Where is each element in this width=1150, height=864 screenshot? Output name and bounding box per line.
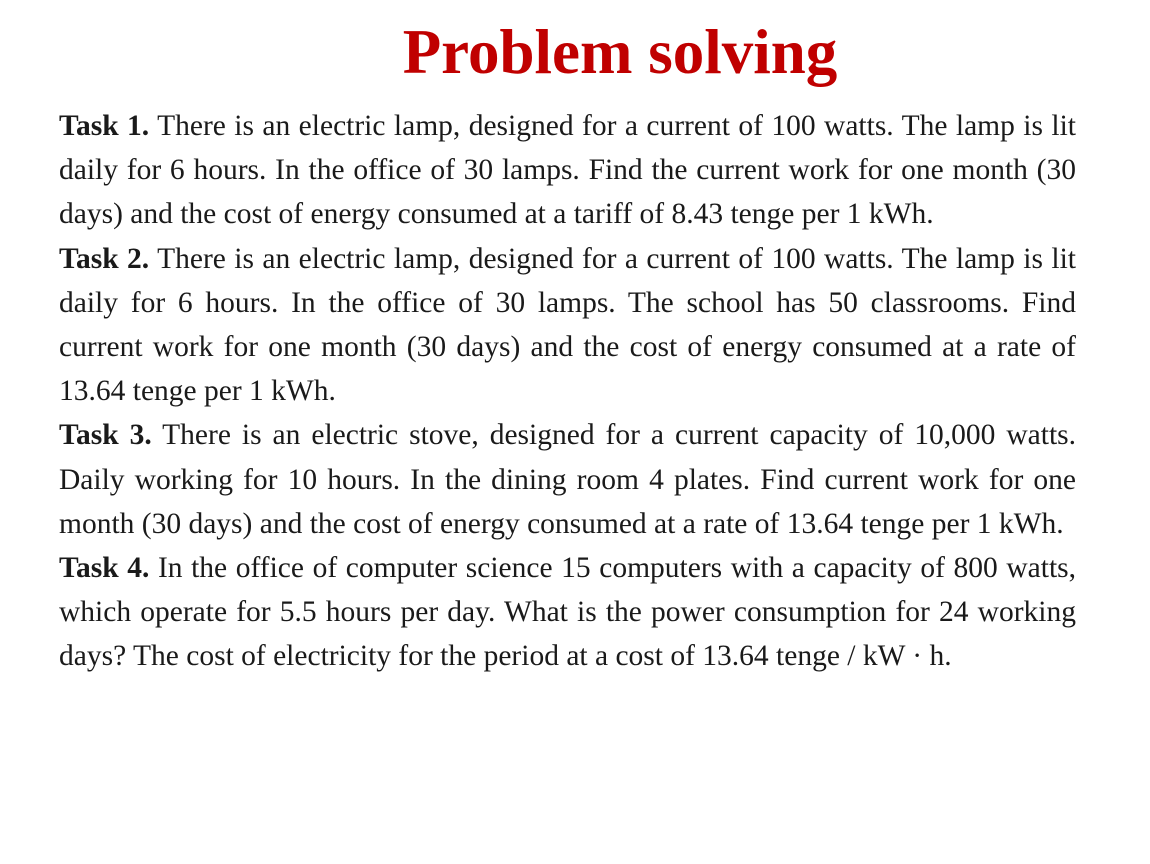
task-list — [59, 104, 1076, 679]
task-4 — [59, 546, 1076, 679]
task-text: There is an electric lamp, designed for a current of 100 watts. The lamp is lit daily for 6 hours. In the office of 30 lamps. Find the current work for one month (30 days) and the cost of energy consumed at a tariff of 8.43 tenge per 1 kWh. — [59, 110, 1076, 231]
task-1 — [59, 104, 1076, 237]
task-label: Task 4. — [59, 552, 150, 585]
task-text: In the office of computer science 15 computers with a capacity of 800 watts, which operate for 5.5 hours per day. What is the power consumption for 24 working days? The cost of electricity for the period at a cost of 13.64 tenge / kW · h. — [59, 552, 1077, 673]
task-text: There is an electric lamp, designed for a current of 100 watts. The lamp is lit daily for 6 hours. In the office of 30 lamps. The school has 50 classrooms. Find current work for one month (30 days) and the cost of energy consumed at a rate of 13.64 tenge per 1 kWh. — [59, 242, 1076, 408]
task-label: Task 3. — [59, 419, 152, 452]
task-text: There is an electric stove, designed for a current capacity of 10,000 watts. Daily working for 10 hours. In the dining room 4 plates. Find current work for one month (30 days) and the cost of energy consumed at a rate of 13.64 tenge per 1 kWh. — [59, 419, 1076, 540]
task-label: Task 2. — [59, 242, 150, 275]
task-label: Task 1. — [59, 110, 150, 142]
task-3 — [59, 413, 1076, 546]
task-2 — [59, 237, 1076, 414]
page-title: Problem solving — [402, 17, 838, 87]
